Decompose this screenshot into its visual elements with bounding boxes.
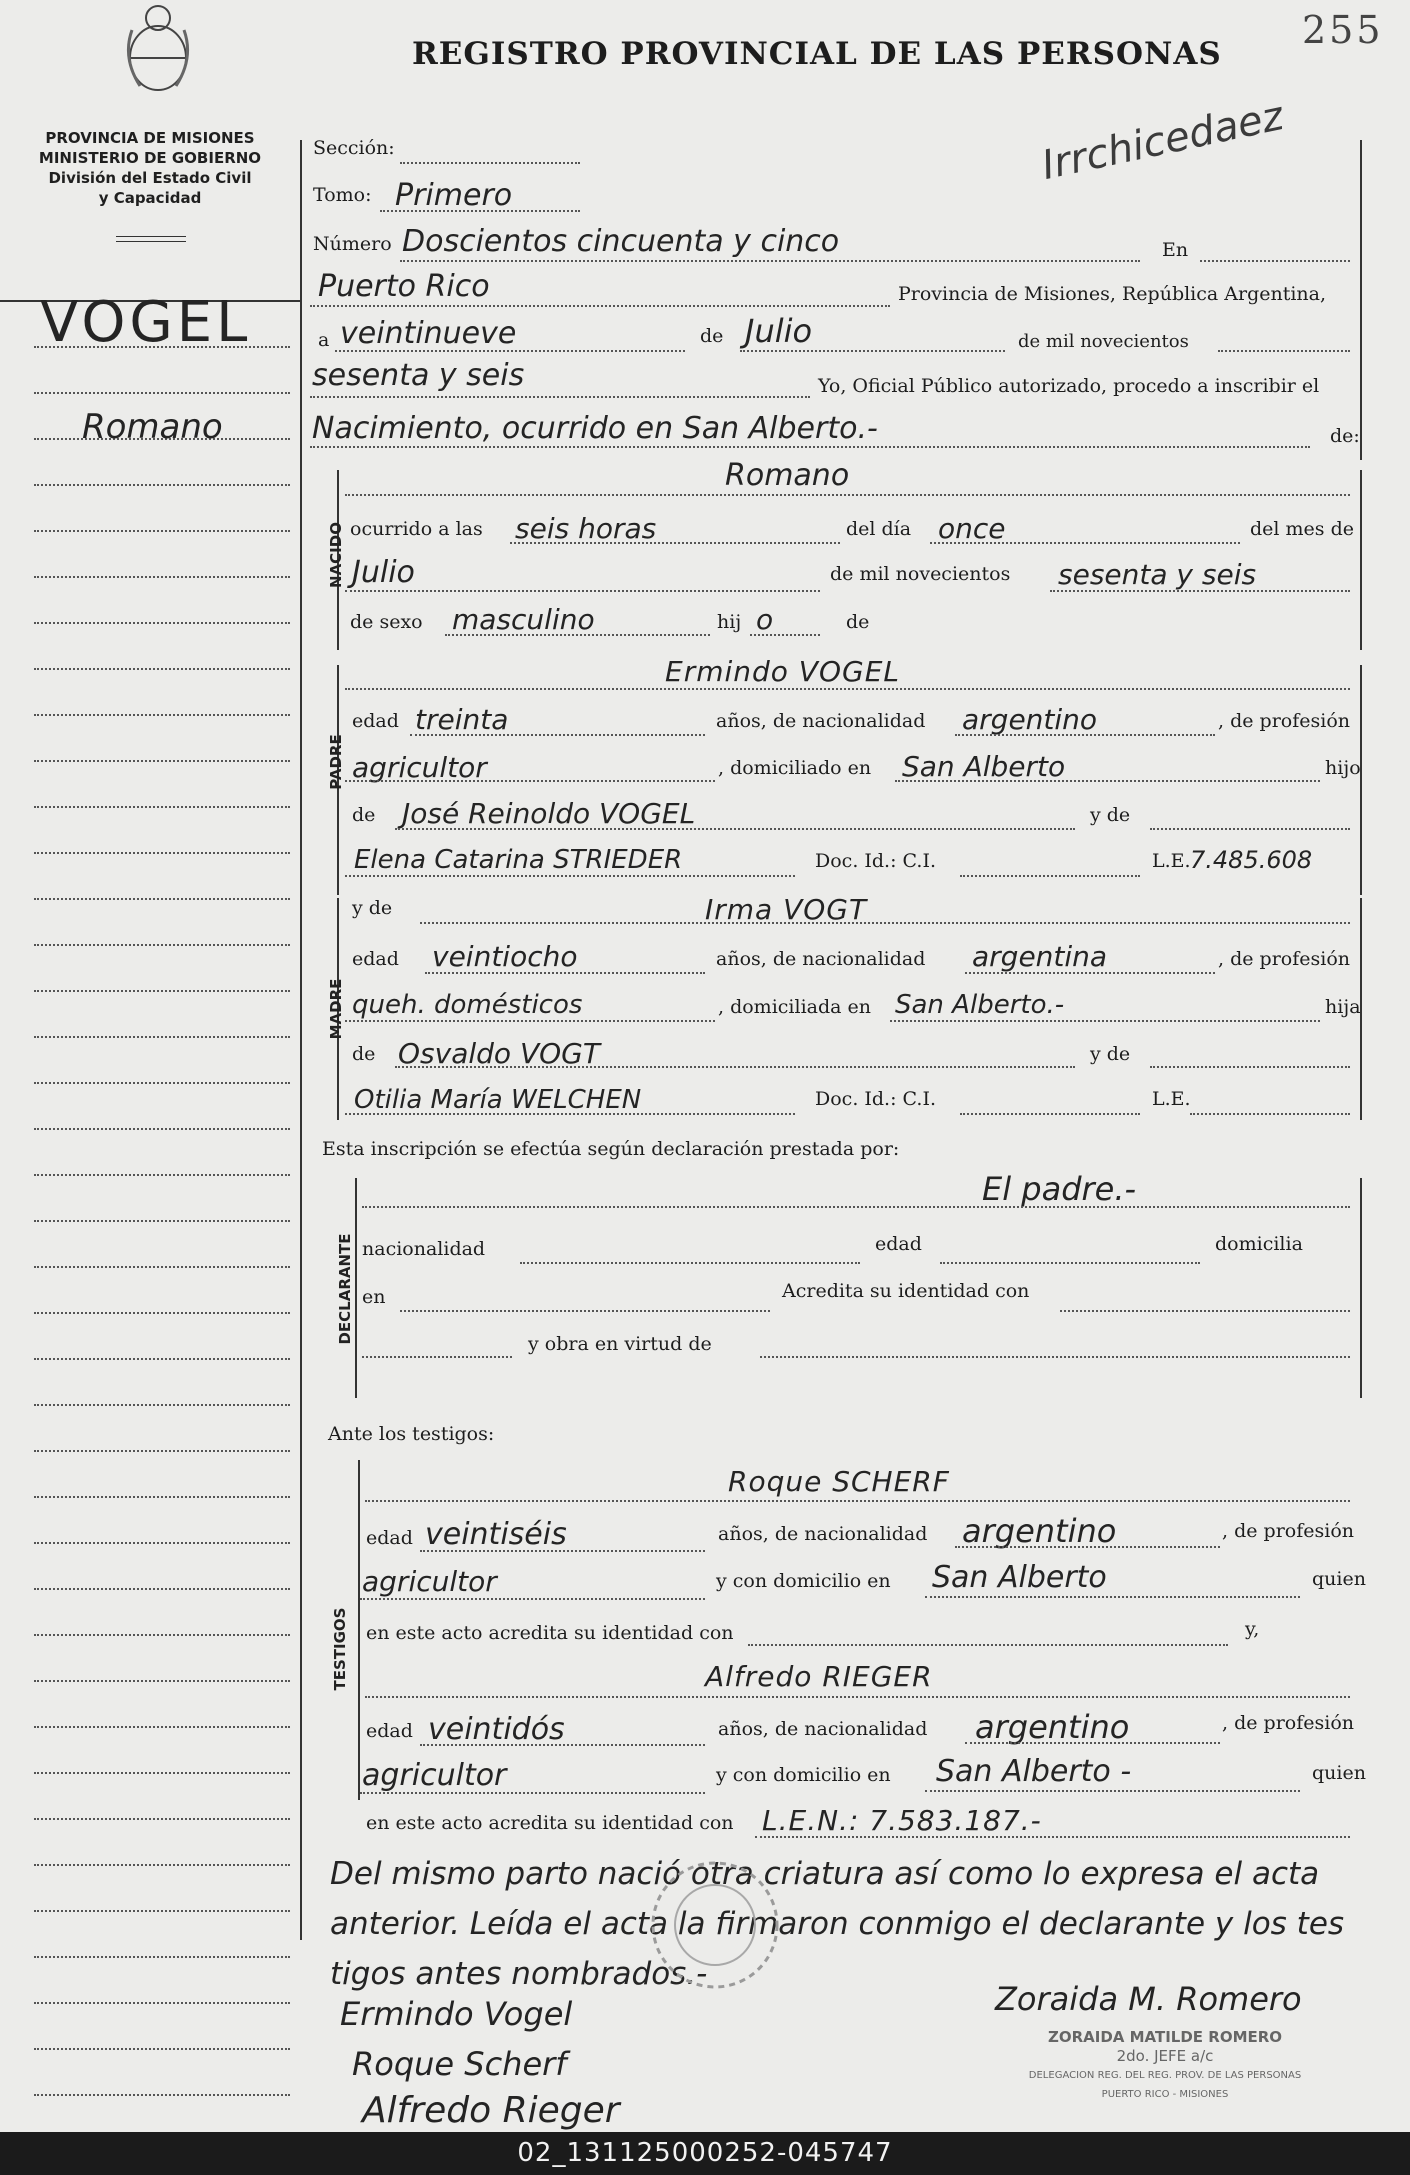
margin-ruled-line [34, 622, 290, 624]
stamp-line-3: DELEGACION REG. DEL REG. PROV. DE LAS PERSONAS [1028, 2070, 1302, 2081]
margin-ruled-line [34, 990, 290, 992]
madre-dom-label: , domiciliada en [718, 996, 871, 1018]
image-id-footer: 02_131125000252-045747 [0, 2132, 1410, 2175]
de-colon-label: de: [1330, 425, 1360, 447]
t1-acto-label: en este acto acredita su identidad con [366, 1622, 734, 1644]
padre-edad-value: treinta [415, 703, 509, 736]
t1-nac-value: argentino [962, 1512, 1117, 1550]
t1-dom-value: San Alberto [932, 1560, 1107, 1595]
ocurrido-label: ocurrido a las [350, 518, 483, 540]
declarante-edad-label: edad [875, 1233, 922, 1255]
page-number: 255 [1302, 8, 1384, 52]
madre-de-label: de [352, 1043, 376, 1065]
t1-prof-value: agricultor [362, 1565, 497, 1598]
margin-ruled-line [34, 1220, 290, 1222]
margin-ruled-line [34, 852, 290, 854]
margin-ruled-line [34, 1496, 290, 1498]
t2-nac-label: años, de nacionalidad [718, 1718, 928, 1740]
sexo-label: de sexo [350, 611, 423, 633]
madre-parent2-value: Otilia María WELCHEN [354, 1085, 642, 1115]
t1-y-label: y, [1245, 1618, 1260, 1640]
margin-ruled-line [34, 1358, 290, 1360]
margin-ruled-line [34, 944, 290, 946]
margin-ruled-line [34, 392, 290, 394]
issuer-underline-2 [116, 241, 186, 242]
margin-ruled-line [34, 760, 290, 762]
margin-ruled-line [34, 1036, 290, 1038]
padre-edad-label: edad [352, 710, 399, 732]
t1-quien-label: quien [1312, 1568, 1366, 1590]
padre-nac-label: años, de nacionalidad [716, 710, 926, 732]
t2-edad-label: edad [366, 1720, 413, 1742]
margin-ruled-line [34, 1680, 290, 1682]
margin-ruled-line [34, 898, 290, 900]
declarante-section-label: DECLARANTE [336, 1233, 354, 1345]
day-value: veintinueve [340, 316, 517, 351]
nacido-section-label: NACIDO [327, 522, 345, 588]
issuer-underline-1 [116, 236, 186, 237]
nacido-name-value: Romano [725, 458, 850, 493]
declarante-domicilio-label: domicilia [1215, 1233, 1303, 1255]
padre-section-label: PADRE [327, 734, 345, 790]
t1-prof-label: , de profesión [1222, 1520, 1354, 1542]
t2-acto-label: en este acto acredita su identidad con [366, 1812, 734, 1834]
issuer-line-1: PROVINCIA DE MISIONES [45, 129, 255, 147]
madre-edad-label: edad [352, 948, 399, 970]
t2-dom-label: y con domicilio en [716, 1764, 891, 1786]
margin-ruled-line [34, 1450, 290, 1452]
padre-le-label: L.E. [1152, 850, 1191, 872]
hij-label: hij [717, 611, 742, 633]
margin-ruled-line [34, 1772, 290, 1774]
form-right-border [1360, 140, 1362, 460]
issuer-line-2: MINISTERIO DE GOBIERNO [38, 149, 262, 167]
yo-text: Yo, Oficial Público autorizado, procedo a inscribir el [818, 375, 1320, 397]
margin-ruled-line [34, 576, 290, 578]
margin-ruled-line [34, 2094, 290, 2096]
madre-y-de-label: y de [352, 897, 393, 919]
declarante-nacionalidad-label: nacionalidad [362, 1238, 486, 1260]
madre-hija-label: hija [1325, 996, 1361, 1018]
declarante-en-label: en [362, 1286, 386, 1308]
padre-hijo-label: hijo [1325, 757, 1361, 779]
signature-declarante: Ermindo Vogel [340, 1995, 573, 2033]
margin-ruled-line [34, 714, 290, 716]
madre-nac-value: argentina [972, 940, 1108, 973]
en-label: En [1162, 239, 1189, 261]
margin-ruled-line [34, 1312, 290, 1314]
notes-line-2: anterior. Leída el acta la firmaron conmigo el declarante y los tes [330, 1906, 1345, 1942]
margin-ruled-line [34, 1726, 290, 1728]
t2-prof-label: , de profesión [1222, 1712, 1354, 1734]
tomo-value: Primero [395, 178, 513, 213]
t2-dom-value: San Alberto - [936, 1754, 1132, 1789]
notes-line-1: Del mismo parto nació otra criatura así como lo expresa el acta [330, 1856, 1320, 1892]
margin-given-name: Romano [82, 407, 223, 447]
padre-de-label: de [352, 804, 376, 826]
margin-ruled-line [34, 1956, 290, 1958]
madre-parent1-value: Osvaldo VOGT [398, 1037, 600, 1070]
notes-line-3: tigos antes nombrados.- [330, 1956, 708, 1992]
de-label: de [700, 325, 724, 347]
testigos-bracket [358, 1460, 360, 1800]
del-mes-label: del mes de [1250, 518, 1354, 540]
seccion-label: Sección: [313, 137, 395, 159]
t1-nac-label: años, de nacionalidad [718, 1523, 928, 1545]
stamp-line-2: 2do. JEFE a/c [1116, 2047, 1214, 2065]
mil-text: de mil novecientos [1018, 331, 1189, 352]
madre-name-value: Irma VOGT [705, 893, 868, 926]
signature-witness-1: Roque Scherf [352, 2045, 567, 2083]
stamp-line-1: ZORAIDA MATILDE ROMERO [1047, 2028, 1283, 2046]
margin-ruled-line [34, 530, 290, 532]
margin-ruled-line [34, 1266, 290, 1268]
t2-nac-value: argentino [975, 1708, 1130, 1746]
top-signature: Irrchicedaez [1037, 93, 1288, 189]
madre-le-label: L.E. [1152, 1088, 1191, 1110]
testigos-section-label: TESTIGOS [331, 1607, 349, 1691]
coat-of-arms-icon [118, 0, 198, 95]
t2-edad-value: veintidós [428, 1712, 565, 1747]
margin-divider [300, 140, 302, 1940]
stamp-line-4: PUERTO RICO - MISIONES [1101, 2089, 1229, 2100]
margin-ruled-line [34, 1634, 290, 1636]
declarante-acredita-label: Acredita su identidad con [782, 1280, 1030, 1302]
madre-y-de-2-label: y de [1090, 1043, 1131, 1065]
t2-name-value: Alfredo RIEGER [705, 1660, 933, 1693]
t1-edad-label: edad [366, 1527, 413, 1549]
padre-prof-label: , de profesión [1218, 710, 1350, 732]
t2-quien-label: quien [1312, 1762, 1366, 1784]
margin-ruled-line [34, 2048, 290, 2050]
sexo-value: masculino [452, 603, 595, 636]
margin-ruled-line [34, 668, 290, 670]
official-stamp [1000, 2028, 1330, 2104]
padre-name-value: Ermindo VOGEL [665, 655, 900, 688]
margin-ruled-line [34, 1128, 290, 1130]
margin-ruled-line [34, 1542, 290, 1544]
margin-ruled-line [34, 806, 290, 808]
padre-parent2-value: Elena Catarina STRIEDER [354, 845, 683, 875]
madre-doc-label: Doc. Id.: C.I. [815, 1088, 936, 1110]
round-seal-icon [640, 1850, 790, 2000]
margin-ruled-line [34, 1818, 290, 1820]
declarante-bracket [355, 1178, 357, 1398]
act-value: Nacimiento, ocurrido en San Alberto.- [312, 411, 878, 446]
month-value: Julio [745, 312, 813, 350]
madre-prof-label: , de profesión [1218, 948, 1350, 970]
t2-prof-value: agricultor [362, 1758, 507, 1793]
madre-prof-value: queh. domésticos [352, 990, 583, 1020]
nacido-year-value: sesenta y seis [1058, 558, 1257, 591]
margin-ruled-line [34, 2002, 290, 2004]
madre-dom-value: San Alberto.- [895, 990, 1065, 1020]
provincia-text: Provincia de Misiones, República Argentina, [898, 283, 1327, 305]
padre-doc-label: Doc. Id.: C.I. [815, 850, 936, 872]
t1-dom-label: y con domicilio en [716, 1570, 891, 1592]
madre-section-label: MADRE [327, 978, 345, 1040]
numero-label: Número [313, 233, 392, 255]
issuer-line-3: División del Estado Civil [48, 169, 252, 187]
madre-edad-value: veintiocho [432, 940, 578, 973]
declarante-obra-label: y obra en virtud de [528, 1333, 712, 1355]
testigos-intro: Ante los testigos: [328, 1423, 495, 1445]
margin-ruled-line [34, 1082, 290, 1084]
t1-edad-value: veintiséis [425, 1517, 567, 1552]
padre-prof-value: agricultor [352, 751, 487, 784]
padre-dom-label: , domiciliado en [718, 757, 872, 779]
t2-id-value: L.E.N.: 7.583.187.- [762, 1804, 1042, 1837]
margin-ruled-line [34, 1910, 290, 1912]
margin-surname: VOGEL [40, 290, 252, 355]
padre-parent1-value: José Reinoldo VOGEL [402, 797, 696, 830]
tomo-label: Tomo: [313, 184, 372, 206]
padre-le-value: 7.485.608 [1190, 846, 1313, 874]
signature-official: Zoraida M. Romero [995, 1980, 1302, 2018]
madre-nac-label: años, de nacionalidad [716, 948, 926, 970]
nacido-mil-text: de mil novecientos [830, 563, 1011, 585]
padre-y-de-label: y de [1090, 804, 1131, 826]
declarante-value: El padre.- [982, 1170, 1137, 1208]
numero-value: Doscientos cincuenta y cinco [402, 224, 840, 259]
nacido-de-label: de [846, 611, 870, 633]
nacido-day-value: once [938, 512, 1006, 545]
margin-ruled-line [34, 1864, 290, 1866]
hij-value: o [756, 603, 774, 636]
signature-witness-2: Alfredo Rieger [362, 2090, 620, 2131]
margin-ruled-line [34, 1588, 290, 1590]
padre-dom-value: San Alberto [902, 750, 1066, 783]
margin-ruled-line [34, 484, 290, 486]
place-value: Puerto Rico [318, 269, 490, 304]
t1-name-value: Roque SCHERF [728, 1465, 950, 1498]
declarante-intro: Esta inscripción se efectúa según declaración prestada por: [322, 1138, 900, 1160]
nacido-month-value: Julio [352, 555, 415, 590]
padre-nac-value: argentino [962, 703, 1098, 736]
margin-ruled-line [34, 1404, 290, 1406]
a-label: a [318, 329, 330, 351]
del-dia-label: del día [846, 518, 912, 540]
issuer-block [16, 128, 284, 208]
year-value: sesenta y seis [312, 358, 525, 393]
margin-ruled-line [34, 1174, 290, 1176]
hour-value: seis horas [515, 512, 657, 545]
issuer-line-4: y Capacidad [98, 189, 202, 207]
page-title: REGISTRO PROVINCIAL DE LAS PERSONAS [412, 36, 1222, 72]
